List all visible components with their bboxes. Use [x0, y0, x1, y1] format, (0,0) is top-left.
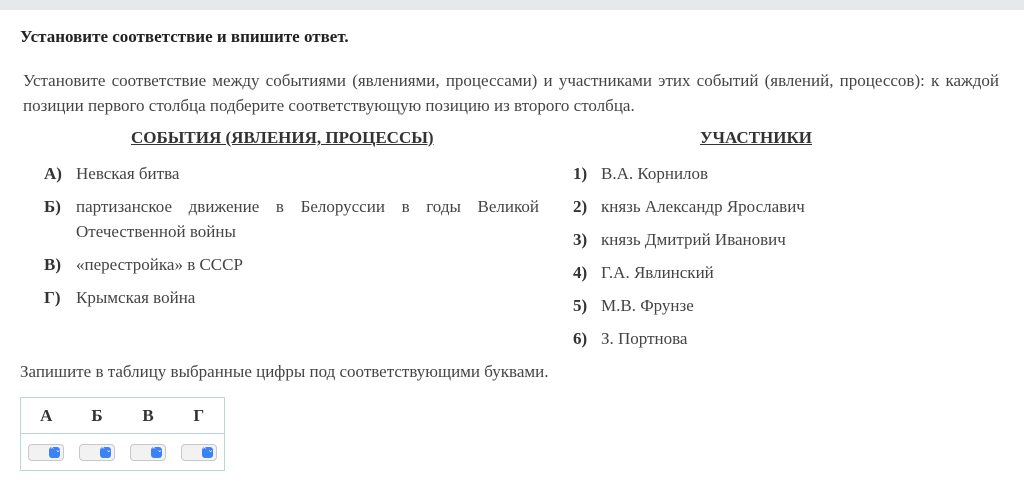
event-key: Г): [44, 288, 61, 307]
participant-key: 5): [573, 296, 588, 315]
answer-header-v: В: [123, 398, 174, 434]
top-bar: [0, 0, 1024, 10]
participant-item-6: [573, 326, 1003, 351]
participant-text: Г.А. Явлинский: [601, 263, 714, 282]
answer-header-a: А: [21, 398, 72, 434]
event-text: Крымская война: [76, 288, 196, 307]
event-item-a: [44, 161, 539, 186]
participant-text: З. Портнова: [601, 329, 688, 348]
participant-text: М.В. Фрунзе: [601, 296, 694, 315]
answer-header-g: Г: [174, 398, 225, 434]
participant-text: В.А. Корнилов: [601, 164, 709, 183]
answer-cell: [72, 434, 123, 471]
participant-item-1: [573, 161, 1003, 186]
participant-text: князь Александр Ярославич: [601, 197, 805, 216]
participant-text: князь Дмитрий Иванович: [601, 230, 786, 249]
participant-key: 6): [573, 329, 588, 348]
participant-key: 2): [573, 197, 588, 216]
event-key: Б): [44, 197, 61, 216]
event-item-g: [44, 285, 539, 310]
events-column-title: СОБЫТИЯ (ЯВЛЕНИЯ, ПРОЦЕССЫ): [131, 128, 434, 147]
event-item-b: [44, 194, 539, 244]
answer-cell: [174, 434, 225, 471]
event-text: партизанское движение в Белоруссии в годы Великой Отечественной войны: [76, 197, 539, 241]
answer-instruction: Запишите в таблицу выбранные цифры под соответствующими буквами.: [20, 362, 549, 381]
task-intro: Установите соответствие между событиями (явлениями, процессами) и участниками этих событий (явлений, процессов): к каждой позиции первого столбца подберите соответствующую позицию из второго столбца.: [23, 71, 999, 115]
answer-select-v[interactable]: [130, 444, 166, 461]
answer-select-b[interactable]: [79, 444, 115, 461]
participant-item-5: [573, 293, 1003, 318]
answer-cell: [21, 434, 72, 471]
event-text: Невская битва: [76, 164, 180, 183]
participant-key: 1): [573, 164, 588, 183]
event-text: «перестройка» в СССР: [76, 255, 243, 274]
select-arrows-icon: ⌃⌄: [49, 447, 60, 458]
participant-item-4: [573, 260, 1003, 285]
answer-select-row: [21, 434, 225, 471]
select-arrows-icon: ⌃⌄: [202, 447, 213, 458]
answer-table: [20, 397, 225, 471]
select-arrows-icon: ⌃⌄: [100, 447, 111, 458]
select-arrows-icon: ⌃⌄: [151, 447, 162, 458]
participant-key: 4): [573, 263, 588, 282]
event-key: В): [44, 255, 61, 274]
event-item-v: [44, 252, 539, 277]
participants-column-title: УЧАСТНИКИ: [700, 128, 812, 147]
participant-item-3: [573, 227, 1003, 252]
participant-key: 3): [573, 230, 588, 249]
answer-select-g[interactable]: [181, 444, 217, 461]
answer-select-a[interactable]: [28, 444, 64, 461]
task-heading: Установите соответствие и впишите ответ.: [20, 27, 349, 46]
participant-item-2: [573, 194, 1003, 219]
event-key: А): [44, 164, 62, 183]
answer-header-b: Б: [72, 398, 123, 434]
answer-cell: [123, 434, 174, 471]
answer-header-row: [21, 398, 225, 434]
